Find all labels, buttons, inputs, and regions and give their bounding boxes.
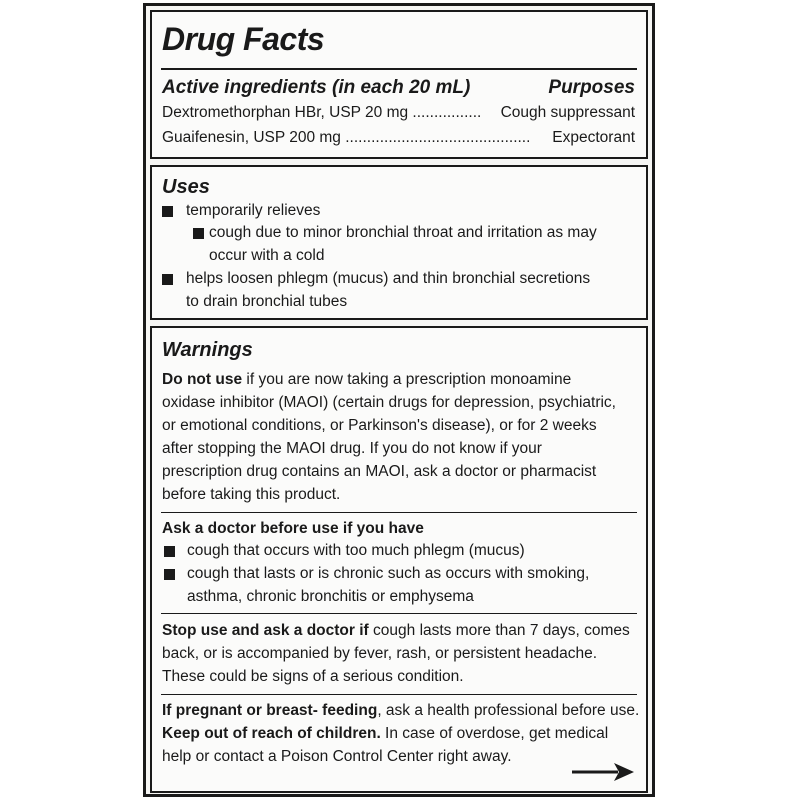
leader-dots: ........................................... xyxy=(345,129,531,146)
warnings-heading: Warnings xyxy=(162,339,253,361)
uses-section xyxy=(150,165,648,320)
do-not-use-label: Do not use xyxy=(162,371,243,388)
page-title: Drug Facts xyxy=(162,21,325,57)
stop-use-text: These could be signs of a serious condition. xyxy=(162,668,464,685)
ask-doctor-heading: Ask a doctor before use if you have xyxy=(162,520,424,537)
stop-use-text: back, or is accompanied by fever, rash, or persistent headache. xyxy=(162,645,598,662)
drug-facts-label xyxy=(143,3,655,797)
active-ingredients-heading: Active ingredients (in each 20 mL) xyxy=(162,77,471,98)
warnings-section xyxy=(150,326,648,793)
purposes-heading: Purposes xyxy=(548,77,635,98)
do-not-use-text: oxidase inhibitor (MAOI) (certain drugs for depression, psychiatric, xyxy=(162,394,616,411)
bullet-icon xyxy=(164,569,175,580)
stop-use-text: Stop use and ask a doctor if cough lasts more than 7 days, comes xyxy=(162,622,630,639)
divider xyxy=(161,694,637,695)
ask-doctor-item-continued: asthma, chronic bronchitis or emphysema xyxy=(187,588,474,605)
right-arrow-icon xyxy=(570,760,636,784)
do-not-use-text: after stopping the MAOI drug. If you do not know if your xyxy=(162,440,542,457)
uses-subitem-continued: occur with a cold xyxy=(209,247,325,264)
leader-dots: ................ xyxy=(412,104,482,121)
keep-out-of-reach-label: Keep out of reach of children. xyxy=(162,725,381,742)
ask-doctor-item: cough that lasts or is chronic such as occurs with smoking, xyxy=(187,565,590,582)
active-ingredients-section xyxy=(150,10,648,159)
bullet-icon xyxy=(162,206,173,217)
ingredient-purpose: Expectorant xyxy=(552,129,635,146)
bullet-icon xyxy=(164,546,175,557)
ask-doctor-item: cough that occurs with too much phlegm (mucus) xyxy=(187,542,525,559)
bullet-icon xyxy=(162,274,173,285)
uses-item: temporarily relieves xyxy=(186,202,321,219)
pregnancy-label: If pregnant or breast- feeding xyxy=(162,702,378,719)
stop-use-label: Stop use and ask a doctor if xyxy=(162,622,369,639)
keep-out-of-reach-text: Keep out of reach of children. In case of overdose, get medical xyxy=(162,725,609,742)
ingredient-purpose: Cough suppressant xyxy=(500,104,635,121)
bullet-icon xyxy=(193,228,204,239)
divider xyxy=(161,512,637,513)
title-divider xyxy=(161,68,637,70)
do-not-use-text: prescription drug contains an MAOI, ask a doctor or pharmacist xyxy=(162,463,597,480)
ingredient-row xyxy=(162,104,481,122)
uses-heading: Uses xyxy=(162,176,210,198)
ingredient-row xyxy=(162,129,530,147)
uses-subitem: cough due to minor bronchial throat and irritation as may xyxy=(209,224,597,241)
uses-item-continued: to drain bronchial tubes xyxy=(186,293,348,310)
uses-item: helps loosen phlegm (mucus) and thin bronchial secretions xyxy=(186,270,591,287)
do-not-use-text: Do not use if you are now taking a prescription monoamine xyxy=(162,371,572,388)
divider xyxy=(161,613,637,614)
ingredient-name: Dextromethorphan HBr, USP 20 mg xyxy=(162,104,409,121)
pregnancy-warning: If pregnant or breast- feeding, ask a health professional before use. xyxy=(162,702,640,719)
do-not-use-text: or emotional conditions, or Parkinson's disease), or for 2 weeks xyxy=(162,417,597,434)
do-not-use-text: before taking this product. xyxy=(162,486,341,503)
keep-out-of-reach-text: help or contact a Poison Control Center right away. xyxy=(162,748,512,765)
ingredient-name: Guaifenesin, USP 200 mg xyxy=(162,129,341,146)
